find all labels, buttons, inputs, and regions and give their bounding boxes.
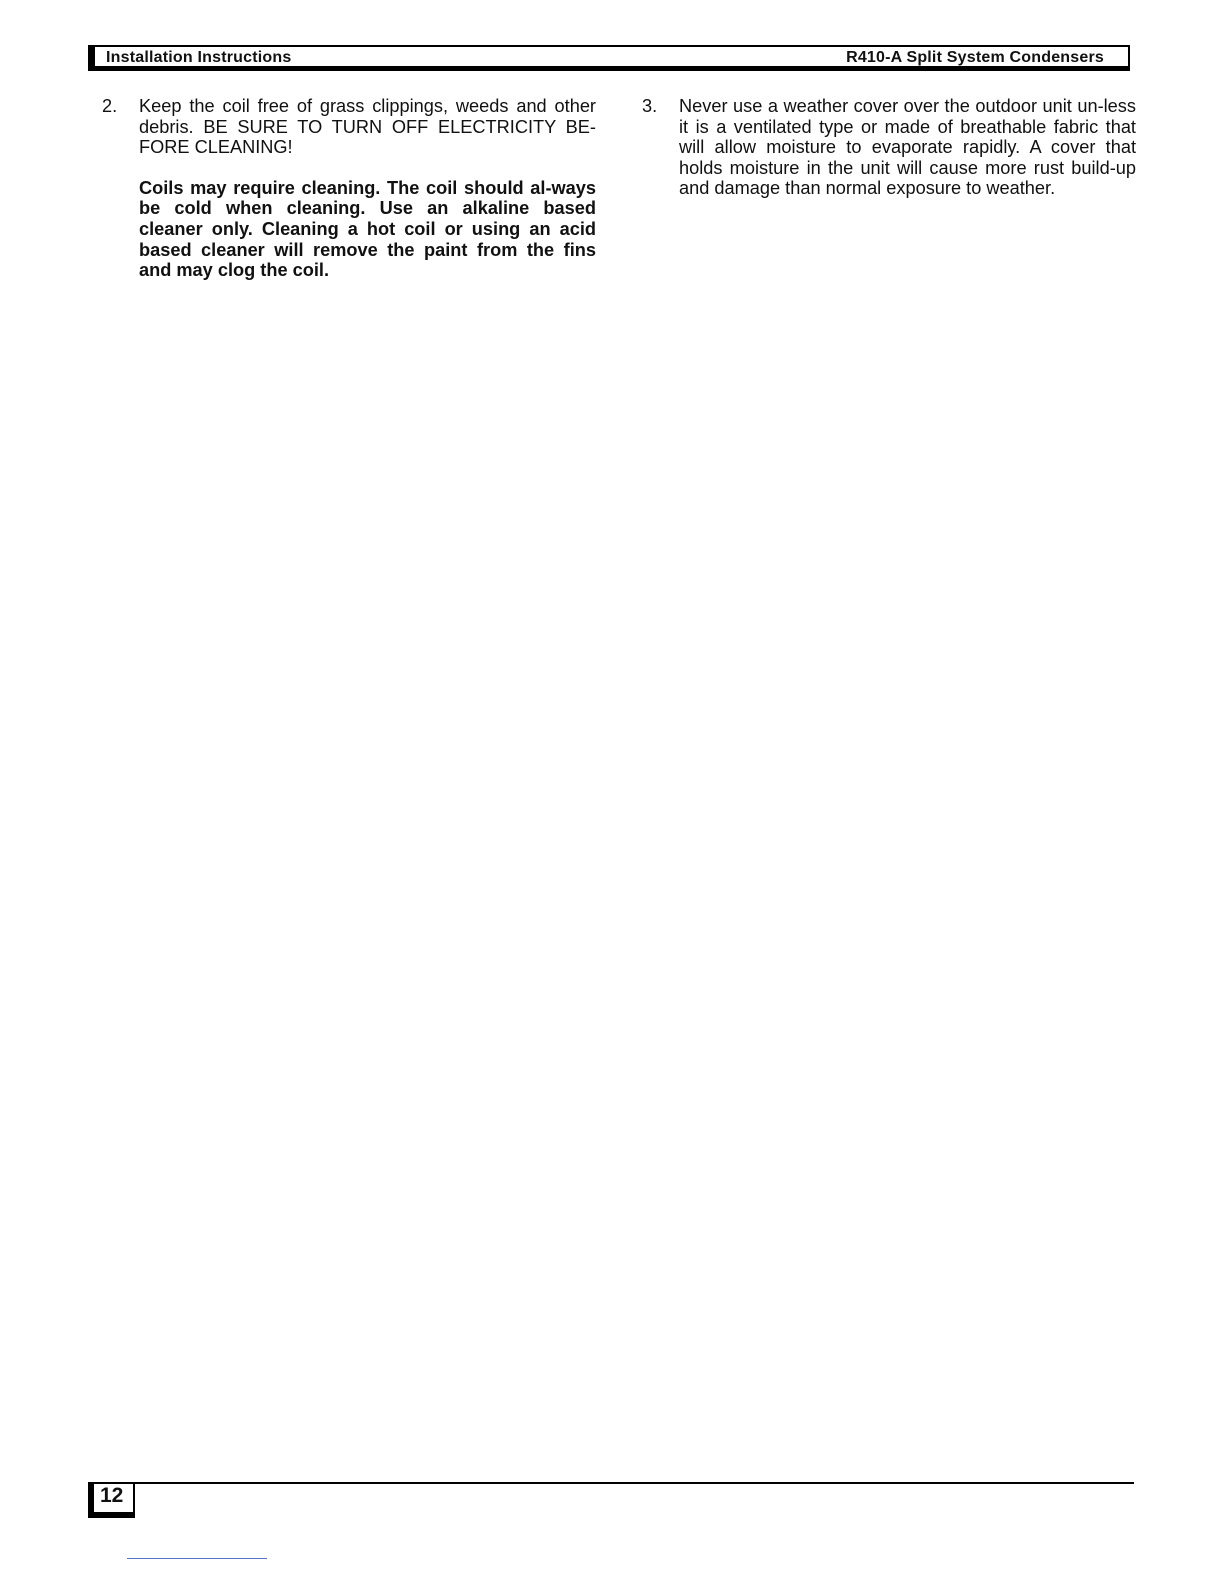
header-right-title: R410-A Split System Condensers [846,49,1104,66]
header-left-title: Installation Instructions [106,49,292,66]
left-column [102,96,596,301]
item-number: 2. [102,96,118,116]
item-bold-paragraph: Coils may require cleaning. The coil should al-ways be cold when cleaning. Use an alkaline based cleaner only. Cleaning a hot coil or using an acid based cleaner will remove the paint from the fins and may clog the coil. [139,177,596,281]
list-item [642,96,1136,219]
item-paragraph: Keep the coil free of grass clippings, weeds and other debris. BE SURE TO TURN OFF ELECTRICITY BE-FORE CLEANING! [139,96,596,158]
item-paragraph: Never use a weather cover over the outdoor unit un-less it is a ventilated type or made of breathable fabric that will allow moisture to evaporate rapidly. A cover that holds moisture in the unit will cause more rust build-up and damage than normal exposure to weather. [679,96,1136,199]
item-body [139,96,596,301]
item-body [679,96,1136,219]
footer-link-underline [127,1558,267,1559]
right-column [642,96,1136,219]
page-number: 12 [100,1484,124,1507]
page-number-box [88,1484,135,1518]
page-header [88,45,1130,71]
footer-rule [88,1482,1134,1484]
item-number: 3. [642,96,658,116]
list-item [102,96,596,301]
